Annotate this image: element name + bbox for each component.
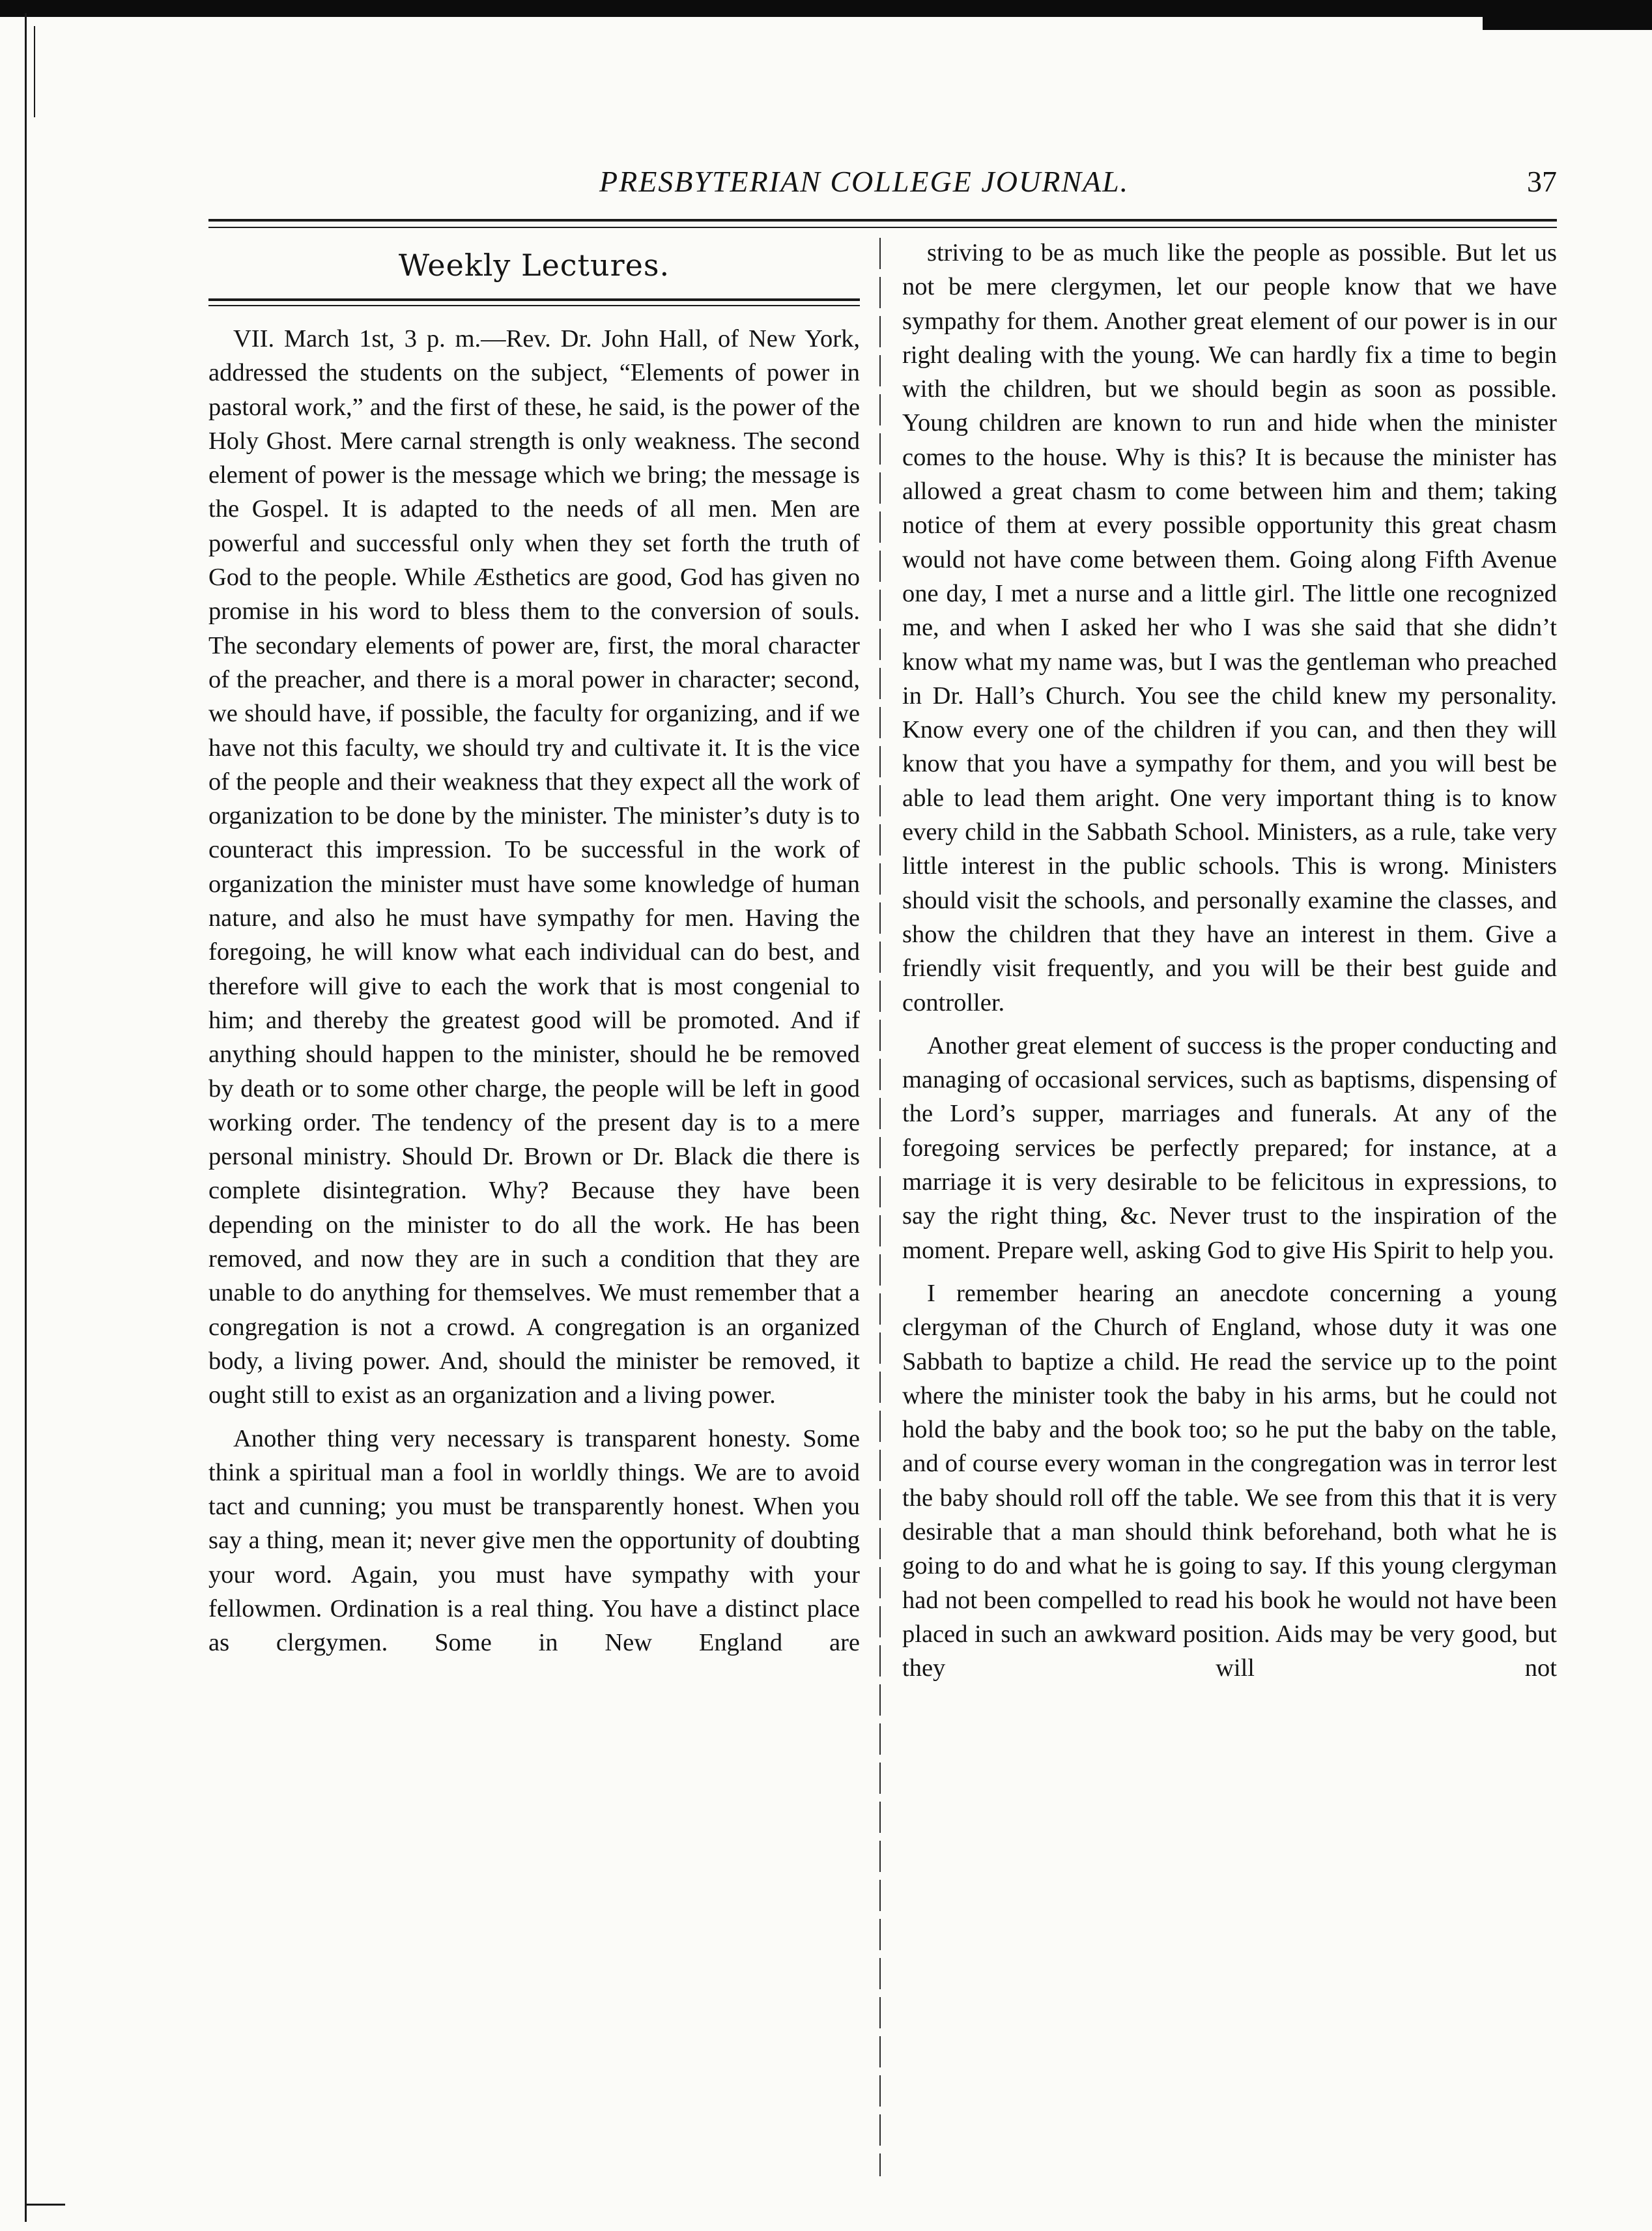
scan-edge-left <box>25 13 27 2222</box>
header-rule-thin <box>208 227 1557 228</box>
paragraph: Another thing very necessary is transparent honesty. Some think a spiritual man a fool in worldly things. We are to avoid tact and cunning; you must be transparently honest. When you say a thing, mean it; never give men the opportunity of doubting your word. Again, you must have sympathy with your fellowmen. Ordination is a real thing. You have a distinct place as clergymen. Some in New England are <box>208 1424 860 1657</box>
section-rule <box>208 298 860 301</box>
left-column <box>208 236 860 1660</box>
scan-edge-left-mark <box>34 26 35 117</box>
paragraph: Another great element of success is the proper conducting and managing of occasional services, such as baptisms, dispensing of the Lord’s supper, marriages and funerals. At any of the foregoing services be perfectly prepared; for instance, at a marriage it is very desirable to be felicitous in expressions, to say the right thing, &c. Never trust to the inspiration of the moment. Prepare well, asking God to give His Spirit to help you. <box>902 1031 1557 1264</box>
header-rule <box>208 219 1557 222</box>
journal-title: PRESBYTERIAN COLLEGE JOURNAL. <box>599 165 1130 198</box>
section-rule-thin <box>208 305 860 306</box>
scan-edge-bottom <box>26 2204 65 2206</box>
right-column <box>902 236 1557 1685</box>
paragraph: VII. March 1st, 3 p. m.—Rev. Dr. John Hall, of New York, addressed the students on the subject, “Elements of power in pastoral work,” and the first of these, he said, is the power of the Holy Ghost. Mere carnal strength is only weakness. The second element of power is the message which we bring; the message is the Gospel. It is adapted to the needs of all men. Men are powerful and successful only when they set forth the truth of God to the people. While Æsthetics are good, God has given no promise in his word to bless them to the conversion of souls. The secondary elements of power are, first, the moral character of the preacher, and there is a moral power in character; second, we should have, if possible, the faculty for organizing, and if we have not this faculty, we should try and cultivate it. It is the vice of the people and their weakness that they expect all the work of organization to be done by the minister. The minister’s duty is to counteract this impression. To be successful in the work of organization the minister must have some knowledge of human nature, and also he must have sympathy for men. Having the foregoing, he will know what each individual can do best, and therefore will give to each the work that is most congenial to him; and thereby the greatest good will be promoted. And if anything should happen to the minister, should he be removed by death or to some other charge, the people will be left in good working order. The tendency of the present day is to a mere personal ministry. Should Dr. Brown or Dr. Black die there is complete disintegration. Why? Because they have been depending on the minister to do all the work. He has been removed, and now they are in such a condition that they are unable to do anything for themselves. We must remember that a congregation is not a crowd. A congregation is an organized body, a living power. And, should the minister be removed, it ought still to exist as an organization and a living power. <box>208 325 860 1409</box>
paragraph: I remember hearing an anecdote concerning a young clergyman of the Church of England, whose duty it was one Sabbath to baptize a child. He read the service up to the point where the minister took the baby in his arms, but he could not hold the baby and the book too; so he put the baby on the table, and of course every woman in the congregation was in terror lest the baby should roll off the table. We see from this that it is very desirable that a man should think beforehand, both what he is going to do and what he is going to say. If this young clergyman had not been compelled to read his book he would not have been placed in such an awkward position. Aids may be very good, but they will not <box>902 1279 1557 1682</box>
section-heading: Weekly Lectures. <box>398 248 670 283</box>
page-number: 37 <box>1527 165 1557 198</box>
column-divider <box>879 238 881 2176</box>
scan-edge-top <box>0 0 1652 17</box>
running-header <box>208 164 1557 203</box>
paragraph: striving to be as much like the people as possible. But let us not be mere clergymen, let our people know that we have sympathy for them. Another great element of our power is in our right dealing with the young. We can hardly fix a time to begin with the children, but we should begin as soon as possible. Young children are known to run and hide when the minister comes to the house. Why is this? It is because the minister has allowed a great chasm to come between him and them; taking notice of them at every possible opportunity this great chasm would not have come between them. Going along Fifth Avenue one day, I met a nurse and a little girl. The little one recognized me, and when I asked her who I was she said that she didn’t know what my name was, but I was the gentleman who preached in Dr. Hall’s Church. You see the child knew my personality. Know every one of the children if you can, and then they will know that you have a sympathy for them, and you will best be able to lead them aright. One very important thing is to know every child in the Sabbath School. Ministers, as a rule, take very little interest in the public schools. This is wrong. Ministers should visit the schools, and personally examine the classes, and show the children that they have an interest in them. Give a friendly visit frequently, and you will be their best guide and controller. <box>902 239 1557 1016</box>
